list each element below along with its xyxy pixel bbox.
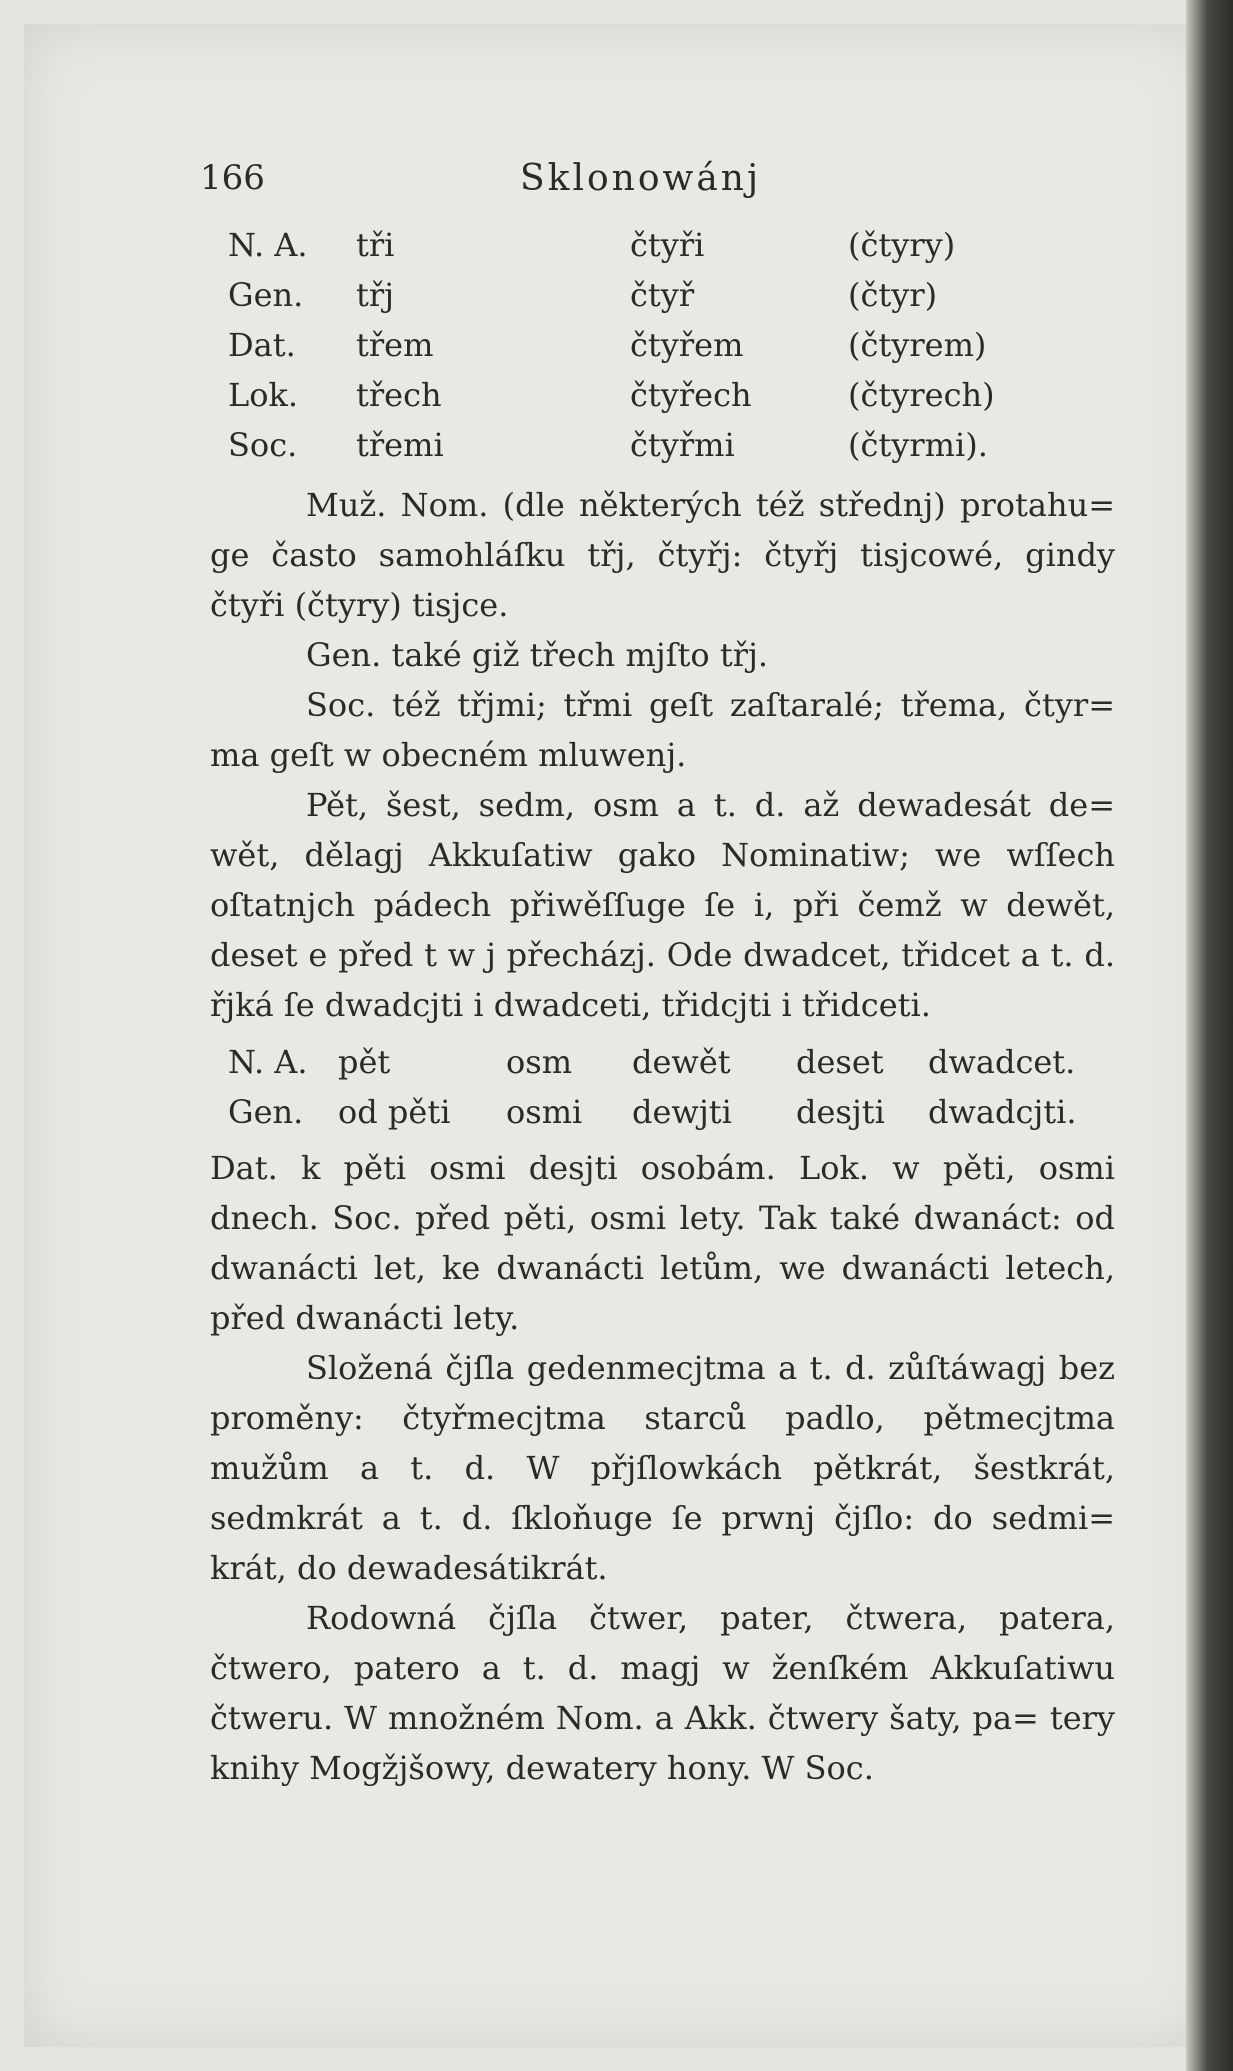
case-label: N. A. bbox=[228, 226, 308, 264]
book-spine-edge bbox=[1186, 0, 1233, 2071]
form-four-alt: (čtyry) bbox=[848, 226, 956, 264]
form-four: čtyři bbox=[630, 226, 705, 264]
page-header bbox=[200, 158, 1060, 208]
case-label: Lok. bbox=[228, 376, 299, 414]
paragraph-five-to-ninety: Pět, šest, sedm, osm a t. d. až dewadesát de= wět, dělagj Akkuſatiw gako Nominatiw; we wſſech oſtatnjch pádech přiwěſſuge ſe i, při čemž w dewět, deset e před t w j přecházj. Ode dwadcet, třidcet a t. d. řjká ſe dwadcjti i dwadceti, třidcjti i třidceti. bbox=[210, 786, 1115, 1024]
paragraph-compound-numerals: Složená čjſla gedenmecjtma a t. d. zůſtáwagj bez proměny: čtyřmecjtma starců padlo, pětmecjtma mužům a t. d. W přjſlowkách pětkrát, šestkrát, sedmkrát a t. d. ſkloňuge ſe prwnj čjſlo: do sedmi= krát, do dewadesátikrát. bbox=[210, 1349, 1115, 1587]
form-four-alt: (čtyrem) bbox=[848, 326, 987, 364]
form-three: třemi bbox=[356, 426, 444, 464]
paragraph-dative-locative: Dat. k pěti osmi desjti osobám. Lok. w pěti, osmi dnech. Soc. před pěti, osmi lety. Tak také dwanáct: od dwanácti let, ke dwanácti letům, we dwanácti letech, před dwanácti lety. bbox=[210, 1149, 1115, 1337]
form-eight: osmi bbox=[506, 1093, 583, 1131]
form-four-alt: (čtyrmi). bbox=[848, 426, 988, 464]
form-five: od pěti bbox=[338, 1093, 451, 1131]
form-four: čtyřech bbox=[630, 376, 752, 414]
form-three: třem bbox=[356, 326, 434, 364]
form-twenty: dwadcjti. bbox=[928, 1093, 1077, 1131]
text-section-two bbox=[210, 1143, 1115, 1793]
paragraph-genitive: Gen. také giž třech mjſto třj. bbox=[306, 636, 769, 674]
form-three: třech bbox=[356, 376, 442, 414]
form-three: tři bbox=[356, 226, 395, 264]
text-section-one bbox=[210, 480, 1115, 1030]
form-four: čtyřem bbox=[630, 326, 744, 364]
form-four: čtyřmi bbox=[630, 426, 735, 464]
form-nine: dewět bbox=[632, 1043, 731, 1081]
case-label: Gen. bbox=[228, 1093, 304, 1131]
case-label: Dat. bbox=[228, 326, 296, 364]
form-four-alt: (čtyr) bbox=[848, 276, 938, 314]
form-eight: osm bbox=[506, 1043, 573, 1081]
form-nine: dewjti bbox=[632, 1093, 732, 1131]
running-title: Sklonowánj bbox=[520, 158, 762, 199]
form-ten: deset bbox=[796, 1043, 884, 1081]
page-number: 166 bbox=[200, 158, 265, 198]
paragraph-sociative: Soc. též třjmi; třmi geſt zaſtaralé; třema, čtyr= ma geſt w obecném mluwenj. bbox=[210, 686, 1115, 774]
form-three: třj bbox=[356, 276, 395, 314]
paragraph-masculine-nom: Muž. Nom. (dle některých též střednj) protahu= ge často samohláſku třj, čtyřj: čtyřj tisjcowé, gindy čtyři (čtyry) tisjce. bbox=[210, 486, 1115, 624]
form-twenty: dwadcet. bbox=[928, 1043, 1076, 1081]
form-four: čtyř bbox=[630, 276, 695, 314]
form-ten: desjti bbox=[796, 1093, 885, 1131]
case-label: Soc. bbox=[228, 426, 298, 464]
form-four-alt: (čtyrech) bbox=[848, 376, 995, 414]
case-label: N. A. bbox=[228, 1043, 308, 1081]
case-label: Gen. bbox=[228, 276, 304, 314]
paragraph-collective-numerals: Rodowná čjſla čtwer, pater, čtwera, patera, čtwero, patero a t. d. magj w ženſkém Akkuſatiwu čtweru. W množném Nom. a Akk. čtwery šaty, pa= tery knihy Mogžjšowy, dewatery hony. W Soc. bbox=[210, 1599, 1115, 1787]
form-five: pět bbox=[338, 1043, 391, 1081]
